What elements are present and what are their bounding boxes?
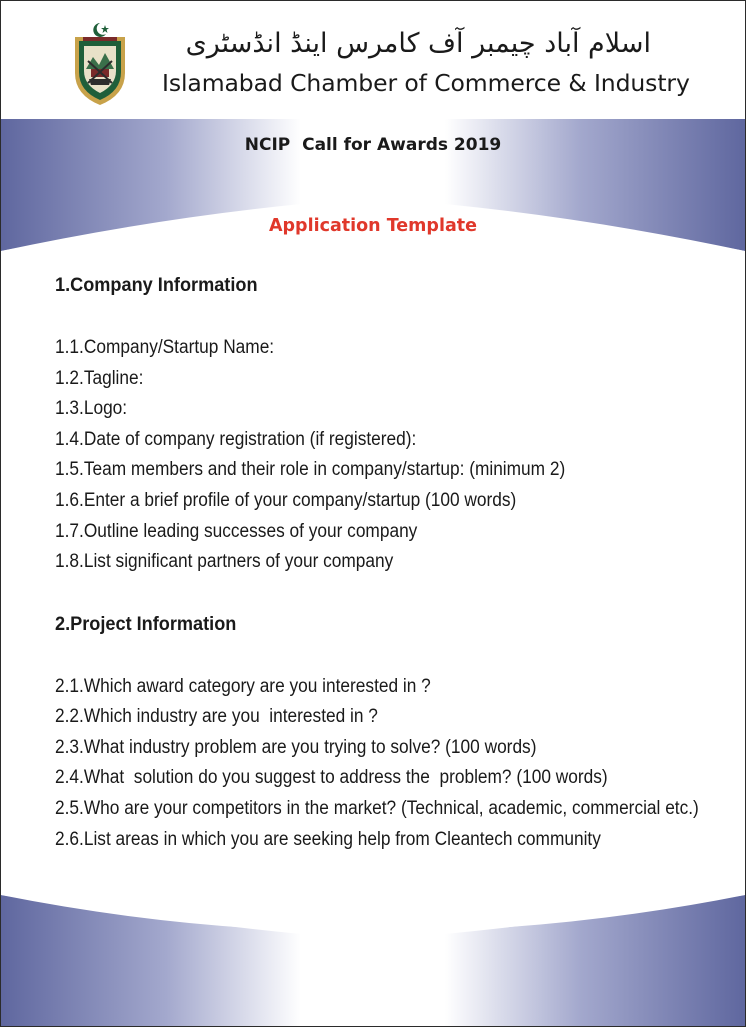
list-item: 2.4.What solution do you suggest to address the problem? (100 words) (55, 767, 608, 788)
chamber-crest-icon (69, 21, 131, 107)
list-item: 2.2.Which industry are you interested in ? (55, 706, 378, 727)
list-item: 1.3.Logo: (55, 398, 128, 419)
template-title: Application Template (268, 216, 477, 236)
list-item: 2.6.List areas in which you are seeking help from Cleantech community (55, 829, 601, 850)
list-item: 1.1.Company/Startup Name: (55, 337, 275, 358)
list-item: 1.5.Team members and their role in company/startup: (minimum 2) (55, 459, 566, 480)
organization-name: Islamabad Chamber of Commerce & Industry (162, 69, 690, 97)
urdu-organization-name: اسلام آباد چیمبر آف کامرس اینڈ انڈسٹری (185, 28, 651, 59)
section-heading-company-information: 1.Company Information (55, 274, 258, 296)
letterhead (1, 1, 745, 119)
list-item: 1.4.Date of company registration (if registered): (55, 429, 417, 450)
call-title: NCIP Call for Awards 2019 (244, 135, 502, 155)
list-item: 2.1.Which award category are you interested in ? (55, 676, 431, 697)
section-heading-project-information: 2.Project Information (55, 613, 237, 635)
list-item: 2.3.What industry problem are you trying to solve? (100 words) (55, 737, 537, 758)
list-item: 1.2.Tagline: (55, 368, 144, 389)
list-item: 1.8.List significant partners of your company (55, 551, 394, 572)
bottom-decorative-band (1, 889, 745, 1026)
list-item: 1.6.Enter a brief profile of your company/startup (100 words) (55, 490, 517, 511)
list-item: 1.7.Outline leading successes of your company (55, 521, 418, 542)
list-item: 2.5.Who are your competitors in the market? (Technical, academic, commercial etc.) (55, 798, 699, 819)
